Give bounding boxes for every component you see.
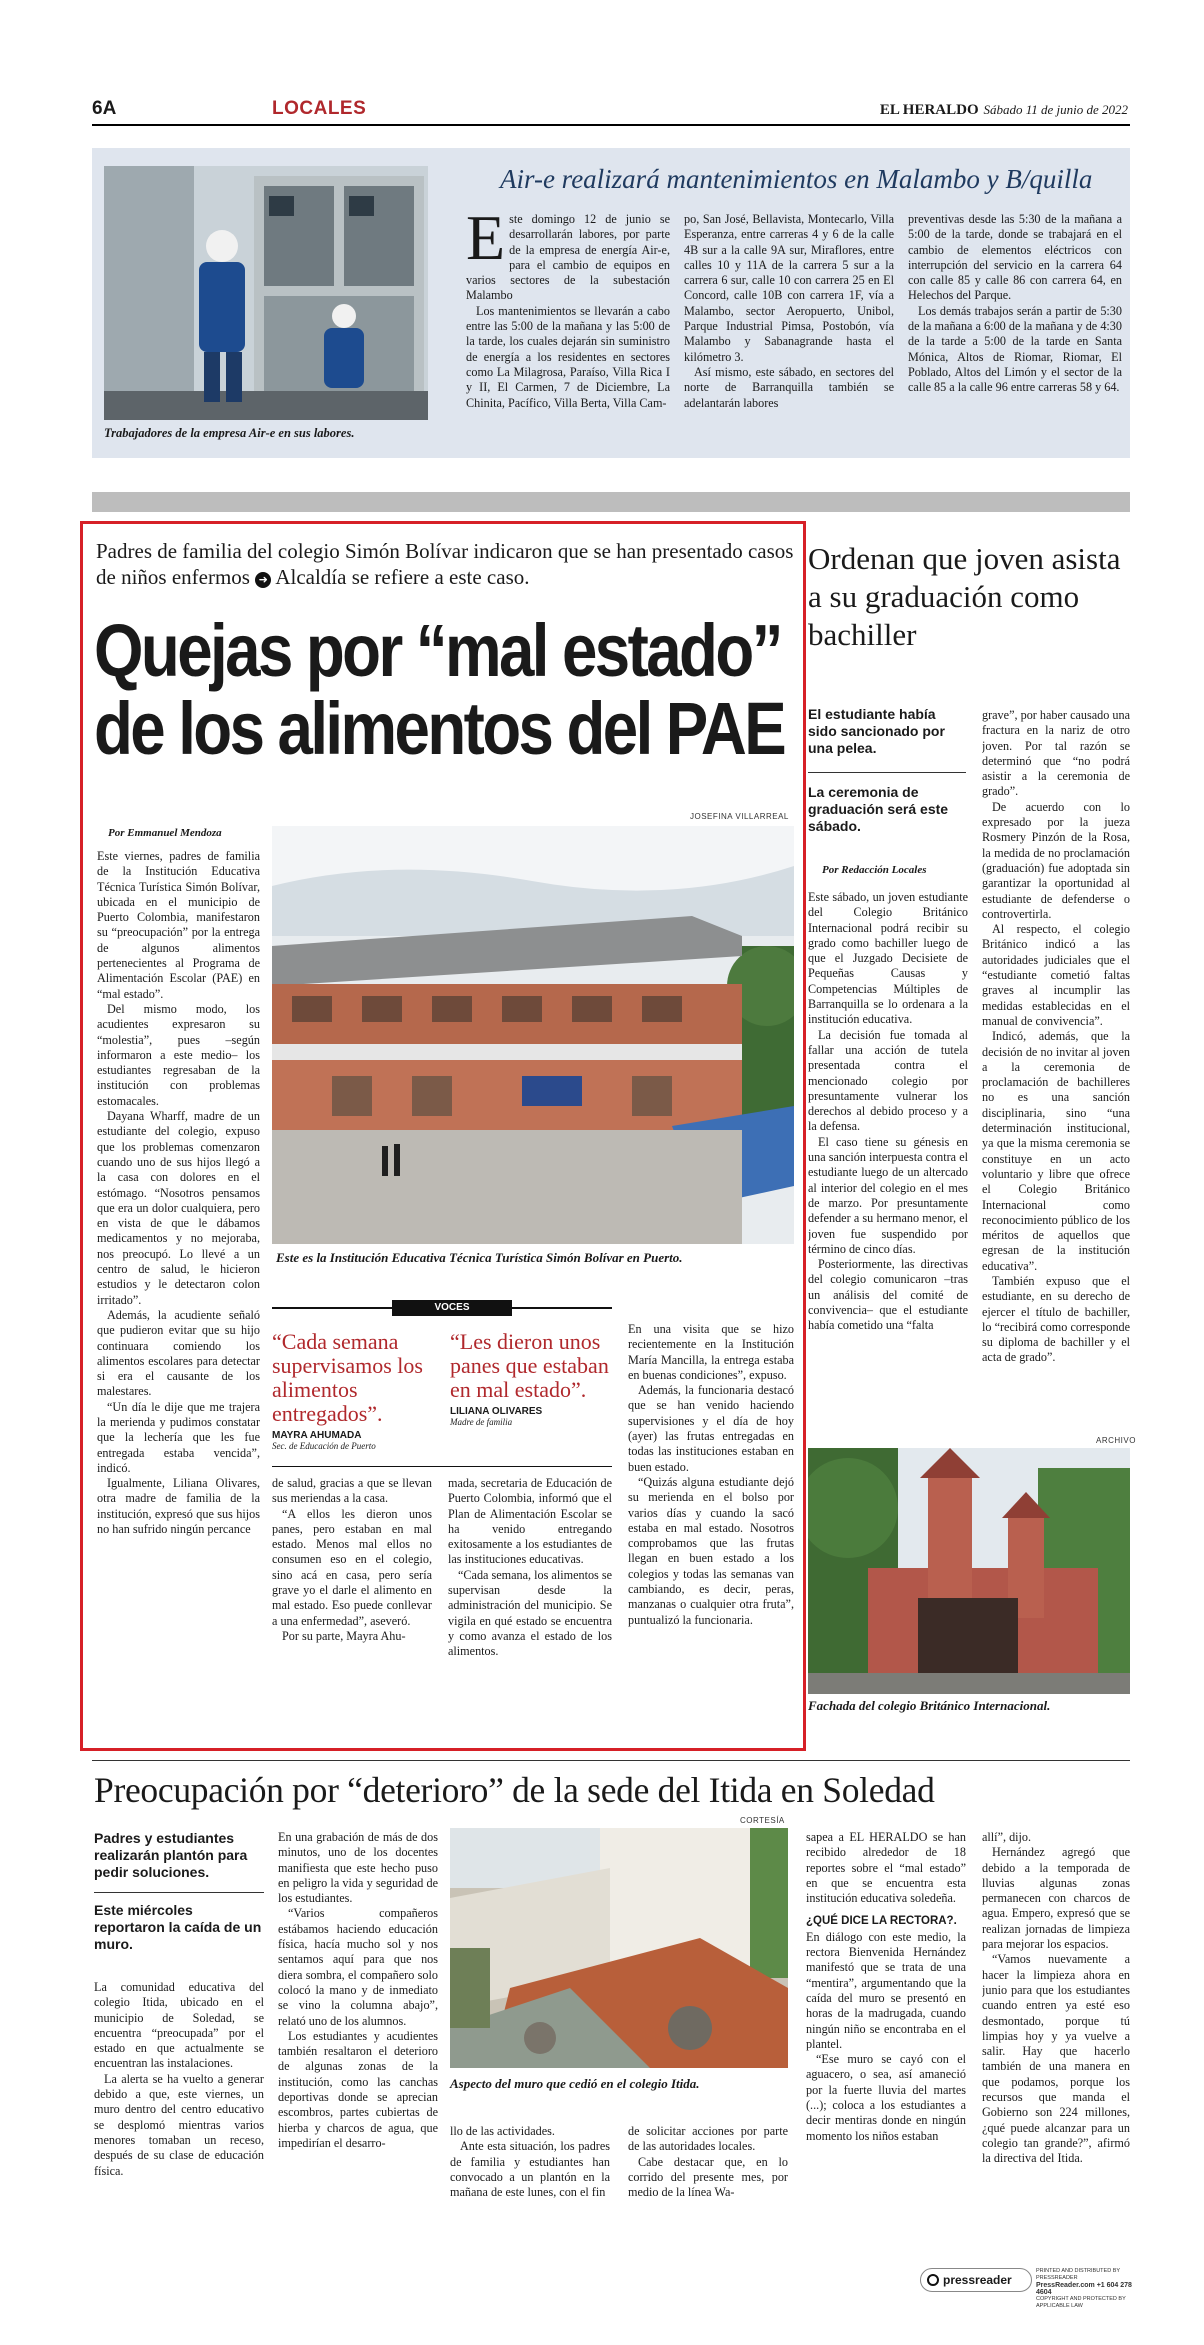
bottom-text: de solicitar acciones por parte de las autoridades locales.	[628, 2124, 788, 2154]
right-text: Al respecto, el colegio Británico indicó a las autoridades judiciales que el “estudiante cometió faltas graves al incumplir las medidas establecidas en el manual de convivencia”.	[982, 922, 1130, 1028]
main-text: Este viernes, padres de familia de la Institución Educativa Técnica Turística Simón Bolívar, ubicada en el municipio de Puerto Colombia, manifestaron su “preocupación” por la entrega de algunos alimentos pertenecientes al Programa de Alimentación Escolar (PAE) en “mal estado”.	[97, 849, 260, 1001]
quote-1-name: MAYRA AHUMADA	[272, 1430, 362, 1441]
section-label: LOCALES	[272, 98, 367, 119]
right-summary-2: La ceremonia de graduación será este sábado.	[808, 784, 949, 834]
pressreader-badge[interactable]	[920, 2268, 1032, 2292]
bottom-photo-caption: Aspecto del muro que cedió en el colegio Itida.	[450, 2076, 700, 2091]
bottom-col6	[982, 1830, 1130, 2260]
kicker-tail: Alcaldía se refiere a este caso.	[275, 565, 530, 589]
bottom-text: La alerta se ha vuelto a generar debido a que, este viernes, un muro dentro del centro educativo se desplomó mientras varios menores tomaban un receso, después de su clase de educación física.	[94, 2071, 264, 2178]
bottom-text: “Ese muro se cayó con el aguacero, o sea, así amaneció por la fuerte lluvia del martes (...); coloca a los estudiantes a decir mentiras donde en ningún momento los niños estaban	[806, 2052, 966, 2143]
bottom-text: “Varios compañeros estábamos haciendo educación física, hacía mucho sol y nos sentamos aquí para que nos diera sombra, el compañero solo colocó la mano y de inmediato se vino la columna abajo”, relató uno de los alumnos.	[278, 1906, 438, 2028]
main-text: de salud, gracias a que se llevan sus meriendas a la casa.	[272, 1476, 432, 1506]
pressreader-logo-icon	[927, 2274, 939, 2286]
main-text: “A ellos les dieron unos panes, pero estaban en mal estado. Menos mal ellos no consumen eso en el colegio, sino acá en casa, pero sería grave yo el darle el alimento en mal estado. Eso puede conllevar a una enfermedad”, aseveró.	[272, 1506, 432, 1628]
right-headline: Ordenan que joven asista a su graduación como bachiller	[808, 541, 1121, 652]
main-text: En una visita que se hizo recientemente en la Institución María Mancilla, la entrega estaba en buenas condiciones”, expuso.	[628, 1322, 794, 1382]
subhead: ¿QUÉ DICE LA RECTORA?.	[806, 1915, 957, 1928]
dropcap: E	[466, 212, 506, 273]
main-photo	[272, 826, 794, 1244]
main-col4	[628, 1322, 794, 1738]
main-col2	[272, 1476, 432, 1738]
top-story-text: Los mantenimientos se llevarán a cabo entre las 5:00 de la mañana y las 5:00 de la tarde, los cuales dejarán sin suministro de energía a los residentes en sectores como La Milagrosa, Paraíso, Villa Rica I y II, El Carmen, 7 de Diciembre, La Chinita, Pacífico, Villa Berta, Villa Cam-	[466, 303, 670, 410]
main-text: Además, la funcionaria destacó que se han venido haciendo supervisiones y el día de hoy (ayer) las frutas entregadas en todas las instituciones estaban en buen estado.	[628, 1383, 794, 1474]
main-text: “Cada semana, los alimentos se supervisan desde la administración del municipio. Se vigila en qué estado se encuentra y como avanza el estado de los alimentos.	[448, 1567, 612, 1659]
right-byline: Por Redacción Locales	[822, 864, 927, 876]
right-summary-1: El estudiante había sido sancionado por una pelea.	[808, 706, 945, 756]
right-photo	[808, 1448, 1130, 1694]
right-text: Posteriormente, las directivas del colegio comunicaron –tras un análisis del comité de convivencia– que el estudiante había cometido una “falta	[808, 1257, 968, 1333]
bottom-text: Ante esta situación, los padres de familia y estudiantes han convocado a un plantón en la mañana de este lunes, con el fin	[450, 2139, 610, 2200]
bottom-text: En una grabación de más de dos minutos, uno de los docentes manifiesta que este hecho puso en peligro la vida y seguridad de los estudiantes.	[278, 1830, 438, 1906]
bottom-text: La comunidad educativa del colegio Itida, ubicado en el municipio de Soledad, se encuentra “preocupada” por el estado en que actualmente se encuentran las instalaciones.	[94, 1980, 264, 2071]
bottom-photo	[450, 1828, 788, 2068]
fine-print-line: COPYRIGHT AND PROTECTED BY APPLICABLE LAW	[1036, 2296, 1126, 2309]
main-text: Por su parte, Mayra Ahu-	[282, 1628, 406, 1643]
right-text: El caso tiene su génesis en una sanción interpuesta contra el estudiante luego de un altercado al interior del colegio en el mes de marzo. Por presuntamente defender a su hermano menor, el joven fue suspendido por término de cinco días.	[808, 1134, 968, 1256]
main-text: “Quizás alguna estudiante dejó su merienda en el bolso por varios días y cuando la sacó estaba en mal estado. Nosotros comprobamos que las frutas llegan en buen estado a los colegios y todas las semanas van cambiando, es decir, peras, manzanas o cualquier otra fruta”, puntualizó la funcionaria.	[628, 1474, 794, 1627]
bottom-text: Cabe destacar que, en lo corrido del presente mes, por medio de la línea Wa-	[628, 2154, 788, 2200]
main-col3	[448, 1476, 612, 1738]
page-number: 6A	[92, 98, 117, 119]
top-story-text: ste domingo 12 de junio se desarrollarán labores, por parte de la empresa de energía Air-e, para el cambio de equipos en varios sectores de la subestación Malambo	[466, 212, 670, 303]
top-story-text: po, San José, Bellavista, Montecarlo, Villa Esperanza, entre carreras 4 y 6 de la calle 4B sur a la calle 9A sur, Miraflores, entre calles 10 y 11A de la carrera 5 sur a la carrera 6 sur, calle 10 con carrera 25 en El Concord, calle 10B con carrera 1F, vía a Malambo, sector Aeropuerto, Unibol, Parque Industrial Pimsa, Postobón, vía Malambo y Sabanagrande hasta el kilómetro 3.	[684, 212, 894, 364]
quote-1: “Cada semana supervisamos los alimentos entregados”.	[272, 1329, 423, 1426]
issue-date: Sábado 11 de junio de 2022	[983, 102, 1128, 117]
top-story-photo	[104, 166, 428, 420]
bottom-col5	[806, 1830, 966, 2260]
bottom-text: allí”, dijo.	[982, 1830, 1032, 1844]
quote-2-role: Madre de familia	[450, 1417, 513, 1427]
quote-2: “Les dieron unos panes que estaban en mal estado”.	[450, 1329, 609, 1402]
bottom-col3	[450, 2124, 610, 2264]
bottom-summary-2: Este miércoles reportaron la caída de un muro.	[94, 1902, 262, 1952]
main-byline: Por Emmanuel Mendoza	[108, 827, 222, 839]
header-rule	[92, 124, 1130, 126]
quote-box-2	[450, 1330, 610, 1427]
quote-1-role: Sec. de Educación de Puerto	[272, 1441, 376, 1451]
bottom-summary-rule	[94, 1892, 264, 1893]
gray-divider	[92, 492, 1130, 512]
main-kicker	[96, 538, 796, 590]
right-photo-credit: ARCHIVO	[1096, 1436, 1136, 1445]
pressreader-fine-print	[1036, 2268, 1146, 2310]
main-text: Del mismo modo, los acudientes expresaron su “molestia”, pues –según informaron a este medio– los estudiantes regresaban de la institución con problemas estomacales.	[97, 1001, 260, 1108]
right-text: También expuso que el estudiante, en su derecho de ejercer el título de bachiller, lo “recibirá como corresponde su diploma de bachiller y el acta de grado”.	[982, 1273, 1130, 1365]
top-story-col2	[684, 212, 894, 448]
masthead	[880, 100, 1128, 119]
right-photo-caption: Fachada del colegio Británico Internacional.	[808, 1698, 1051, 1713]
main-text: Dayana Wharff, madre de un estudiante del colegio, expuso que los problemas comenzaron cuando uno de sus hijos llegó a la casa con dolores en el estómago. “Nosotros pensamos que era un dolor cualquiera, pero en vista de que le dábamos medicamentos y no mejoraba, nos preocupó. Lo llevé a un centro de salud, le hicieron estudios y le detectaron colon irritado”.	[97, 1109, 260, 1307]
bottom-headline: Preocupación por “deterioro” de la sede del Itida en Soledad	[94, 1770, 935, 1810]
voces-bottom-rule	[272, 1466, 612, 1467]
bottom-summary-1: Padres y estudiantes realizarán plantón para pedir soluciones.	[94, 1830, 248, 1880]
quote-2-name: LILIANA OLIVARES	[450, 1406, 543, 1417]
main-text: “Un día le dije que me trajera la merienda y pudimos constatar que la lechería que les fue entregada estaba vencida”, indicó.	[97, 1399, 260, 1475]
top-story-text: preventivas desde las 5:30 de la mañana a 5:00 de la tarde, donde se trabajará en el cambio de elementos eléctricos con interrupción del servicio en la carrera 64 con calle 85 y calle 86 con carrera 64, en Helechos del Parque.	[908, 212, 1122, 303]
bottom-text: “Vamos nuevamente a hacer la limpieza ahora en junio para que los estudiantes cuando entren ya esté eso desmontado, porque tú limpias hoy y ya vuelve a salir. Hay que hacerlo también de una manera en que podamos, porque los recursos que manda el Gobierno son 224 millones, ¿qué puede alcanzar para un colegio tan grande?”, afirmó la directiva del Itida.	[982, 1952, 1130, 2166]
main-text: Igualmente, Liliana Olivares, otra madre de familia de la institución, expresó que sus hijos no han sufrido ningún percance	[97, 1476, 260, 1537]
main-col1	[97, 849, 260, 1739]
bottom-col4	[628, 2124, 788, 2264]
bottom-text: llo de las actividades.	[450, 2124, 555, 2138]
main-text: Además, la acudiente señaló que pudieron evitar que su hijo continuara comiendo los alimentos escolares para detectar si era el causante de los malestares.	[97, 1307, 260, 1399]
right-col2	[982, 708, 1130, 1428]
bottom-col1	[94, 1980, 264, 2260]
bottom-text: Los estudiantes y acudientes también resaltaron el deterioro de algunas zonas de la institución, como las canchas deportivas donde se aprecian escombros, partes cubiertas de hierba y charcos de agua, que impedirían el desarro-	[278, 2028, 438, 2150]
right-text: Este sábado, un joven estudiante del Colegio Británico Internacional podrá recibir su grado como bachiller luego de que el Juzgado Decisiete de Pequeñas Causas y Competencias Múltiples de Barranquilla se lo ordenara a la institución educativa.	[808, 890, 968, 1027]
right-text: La decisión fue tomada al fallar una acción de tutela presentada contra el mencionado colegio por presuntamente vulnerar los derechos al debido proceso y a la defensa.	[808, 1027, 968, 1134]
bottom-text: Hernández agregó que debido a la temporada de lluvias algunas zonas permanecen con charcos de agua. Empero, expresó que se realizan jornadas de limpieza para mejorar los espacios.	[982, 1845, 1130, 1952]
quote-box-1	[272, 1330, 432, 1451]
paper-name: EL HERALDO	[879, 102, 979, 118]
arrow-circle-icon: ➜	[255, 572, 271, 588]
main-text: mada, secretaria de Educación de Puerto Colombia, informó que el Plan de Alimentación Escolar se ha venido entregando exitosamente a los estudiantes de las instituciones educativas.	[448, 1476, 612, 1567]
voces-label: VOCES	[392, 1300, 512, 1316]
right-col1	[808, 890, 968, 1428]
top-story-title: Air-e realizará mantenimientos en Malambo y B/quilla	[500, 164, 1093, 194]
bottom-text: sapea a EL HERALDO se han recibido alrededor de 18 reportes sobre el “mal estado” en que se encuentra esta institución educativa soledeña.	[806, 1830, 966, 1906]
right-text: grave”, por haber causado una fractura en la nariz de otro joven. Por tal razón se determinó que “no podrá asistir a la ceremonia de grado”.	[982, 708, 1130, 799]
bottom-photo-credit: CORTESÍA	[740, 1816, 785, 1825]
bottom-top-rule	[92, 1760, 1130, 1761]
bottom-col2	[278, 1830, 438, 2260]
top-story-text: Así mismo, este sábado, en sectores del norte de Barranquilla también se adelantarán labores	[684, 364, 894, 410]
top-story-text: Los demás trabajos serán a partir de 5:30 de la mañana a 6:00 de la mañana y de 4:30 de la tarde a 5:00 de la tarde en Santa Mónica, Altos de Riomar, Riomar, El Poblado, Altos del Limón y el sector de la calle 85 a la calle 96 entre carreras 58 y 64.	[908, 303, 1122, 395]
right-summary-rule	[808, 772, 966, 773]
top-story-col1	[466, 212, 670, 448]
right-text: Indicó, además, que la decisión de no invitar al joven a la ceremonia de proclamación de bachilleres no es una sanción disciplinaria, sino “una determinación institucional, ya que la misma ceremonia se constituye en un acto voluntario y libre que ofrece el Colegio Británico Internacional como reconocimiento público de los méritos de aquellos que egresan de la institución educativa”.	[982, 1029, 1130, 1273]
kicker-text: Padres de familia del colegio Simón Bolívar indicaron que se han presentado casos de niños enfermos	[96, 539, 794, 589]
main-photo-caption: Este es la Institución Educativa Técnica Turística Simón Bolívar en Puerto.	[276, 1250, 683, 1265]
main-photo-credit: JOSEFINA VILLARREAL	[690, 812, 789, 821]
fine-print-line: PRINTED AND DISTRIBUTED BY PRESSREADER	[1036, 2268, 1120, 2281]
top-story-caption: Trabajadores de la empresa Air-e en sus labores.	[104, 426, 355, 440]
top-story-col3	[908, 212, 1122, 448]
fine-print-line: PressReader.com +1 604 278 4604	[1036, 2282, 1132, 2296]
pressreader-brand: pressreader	[943, 2273, 1012, 2287]
main-headline: Quejas por “mal estado” de los alimentos del PAE	[94, 609, 785, 770]
right-text: De acuerdo con lo expresado por la jueza Rosmery Pinzón de la Rosa, la medida de no proclamación (graduación) fue adoptada sin garantizar la oportunidad al estudiante de defenderse o controvertirla.	[982, 799, 1130, 921]
bottom-text: En diálogo con este medio, la rectora Bienvenida Hernández manifestó que se trata de una “mentira”, argumentando que la caída del muro se presentó en horas de la madrugada, cuando ningún niño se encontraba en el plantel.	[806, 1929, 966, 2051]
